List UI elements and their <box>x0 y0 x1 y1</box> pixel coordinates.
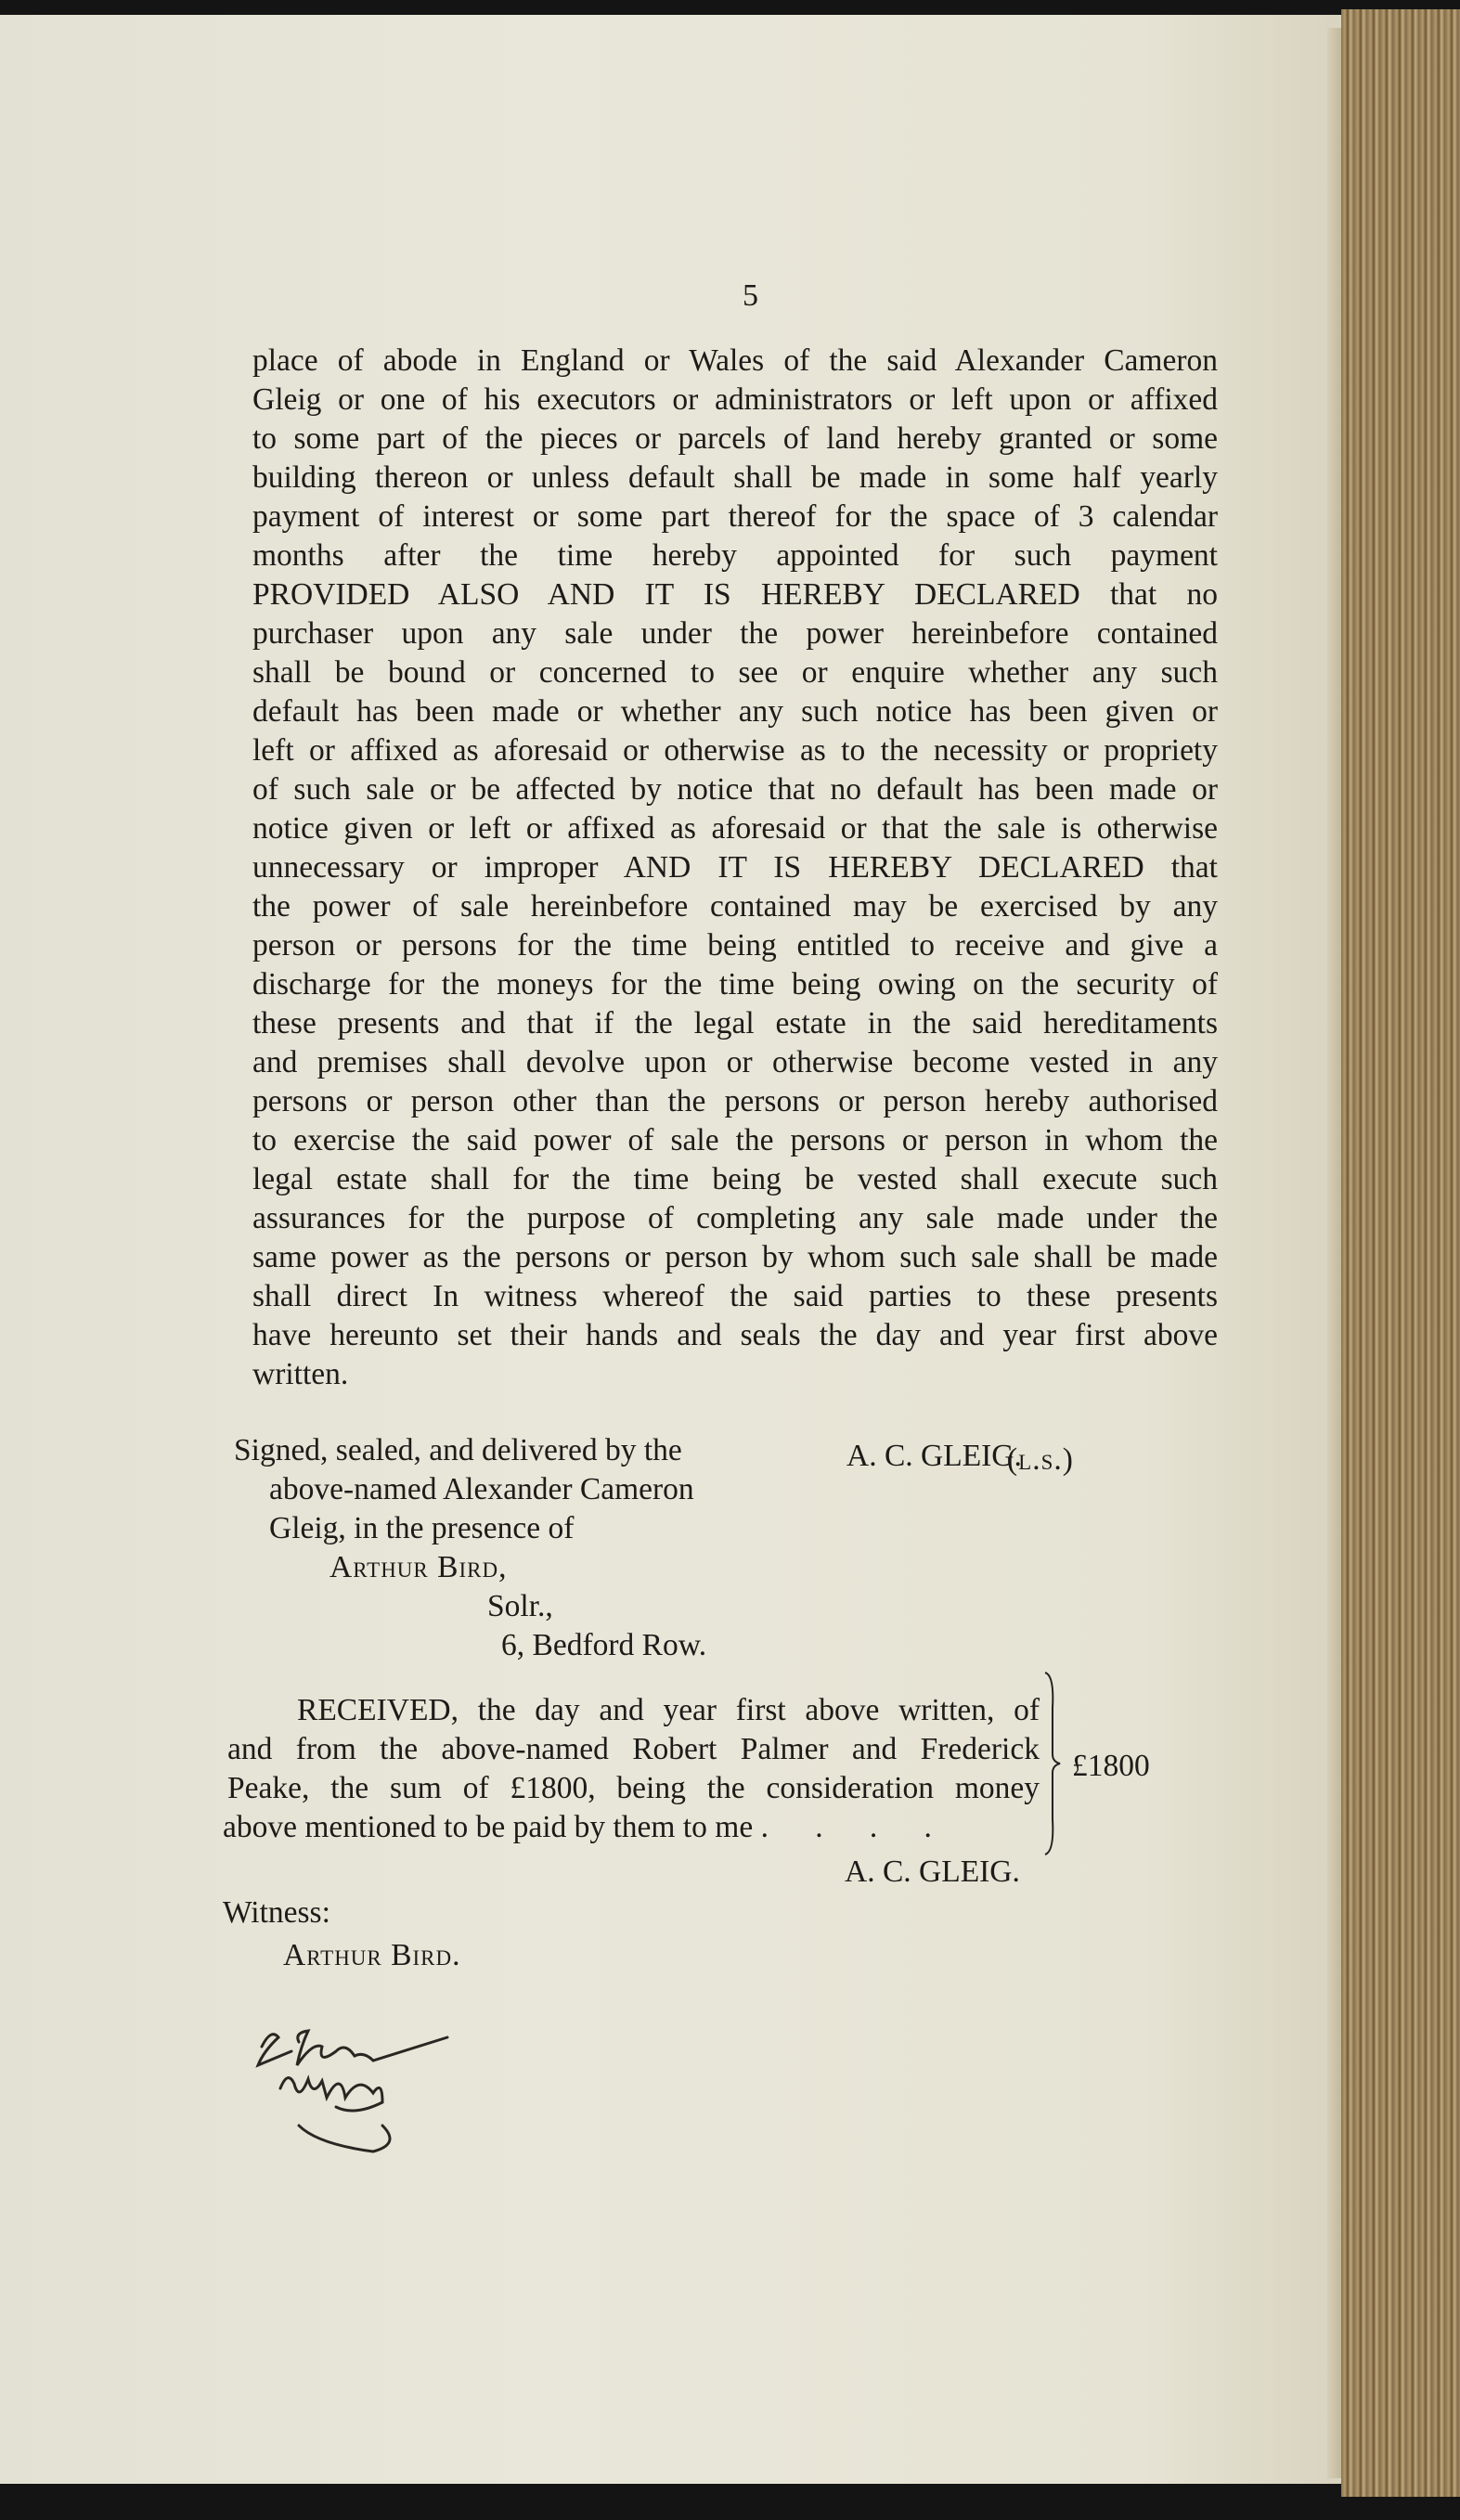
body-line: place of abode in England or Wales of the said Alexander Cameron <box>252 343 1218 378</box>
body-line: Gleig or one of his executors or administrators or left upon or affixed <box>252 382 1218 417</box>
body-line: legal estate shall for the time being be vested shall execute such <box>252 1162 1218 1196</box>
book-edges <box>1341 9 1460 2497</box>
body-line: building thereon or unless default shall be made in some half yearly <box>252 460 1218 495</box>
body-line: months after the time hereby appointed for such payment <box>252 538 1218 573</box>
body-line: these presents and that if the legal estate in the said hereditaments <box>252 1006 1218 1040</box>
seal-mark: (l.s.) <box>1007 1442 1074 1477</box>
body-line: the power of sale hereinbefore contained may be exercised by any <box>252 889 1218 924</box>
receipt-amount: £1800 <box>1072 1749 1150 1783</box>
body-line: written. <box>252 1357 349 1391</box>
body-line: discharge for the moneys for the time being owing on the security of <box>252 967 1218 1002</box>
body-line: persons or person other than the persons or person hereby authorised <box>252 1084 1218 1118</box>
body-line: notice given or left or affixed as aforesaid or that the sale is otherwise <box>252 811 1218 846</box>
body-line: to some part of the pieces or parcels of land hereby granted or some <box>252 421 1218 456</box>
body-line: shall direct In witness whereof the said parties to these presents <box>252 1279 1218 1313</box>
attestation-line-3: Gleig, in the presence of <box>269 1511 575 1545</box>
receipt-witness-name: Arthur Bird. <box>283 1938 461 1972</box>
body-line: have hereunto set their hands and seals the day and year first above <box>252 1318 1218 1352</box>
page-number: 5 <box>743 278 758 313</box>
body-line: assurances for the purpose of completing any sale made under the <box>252 1201 1218 1235</box>
body-line: purchaser upon any sale under the power hereinbefore contained <box>252 616 1218 651</box>
receipt-line-4: above mentioned to be paid by them to me . . . . <box>223 1810 932 1844</box>
brace-icon <box>1041 1671 1064 1856</box>
receipt-signatory: A. C. GLEIG. <box>845 1854 1020 1889</box>
handwritten-initials <box>243 2014 466 2200</box>
body-line: unnecessary or improper AND IT IS HEREBY DECLARED that <box>252 850 1218 885</box>
body-line: PROVIDED ALSO AND IT IS HEREBY DECLARED that no <box>252 577 1218 612</box>
witness-address: 6, Bedford Row. <box>501 1628 707 1662</box>
body-line: payment of interest or some part thereof for the space of 3 calendar <box>252 499 1218 534</box>
body-line: person or persons for the time being entitled to receive and give a <box>252 928 1218 963</box>
body-line: shall be bound or concerned to see or enquire whether any such <box>252 655 1218 690</box>
attestation-line-2: above-named Alexander Cameron <box>269 1472 694 1506</box>
body-line: of such sale or be affected by notice that no default has been made or <box>252 772 1218 807</box>
witness-name: Arthur Bird, <box>329 1550 508 1584</box>
receipt-line-3: Peake, the sum of £1800, being the consideration money <box>227 1771 1040 1805</box>
signatory-name: A. C. GLEIG. <box>846 1439 1022 1473</box>
receipt-line-2: and from the above-named Robert Palmer and Frederick <box>227 1732 1040 1766</box>
witness-label: Witness: <box>223 1895 330 1930</box>
body-line: left or affixed as aforesaid or otherwise as to the necessity or propriety <box>252 733 1218 768</box>
witness-title: Solr., <box>487 1589 553 1623</box>
body-line: default has been made or whether any such notice has been given or <box>252 694 1218 729</box>
body-line: same power as the persons or person by whom such sale shall be made <box>252 1240 1218 1274</box>
attestation-line-1: Signed, sealed, and delivered by the <box>234 1433 682 1467</box>
deed-body-text <box>252 342 1218 1394</box>
body-line: and premises shall devolve upon or otherwise become vested in any <box>252 1045 1218 1079</box>
body-line: to exercise the said power of sale the persons or person in whom the <box>252 1123 1218 1157</box>
receipt-line-1: RECEIVED, the day and year first above written, of <box>297 1693 1040 1727</box>
